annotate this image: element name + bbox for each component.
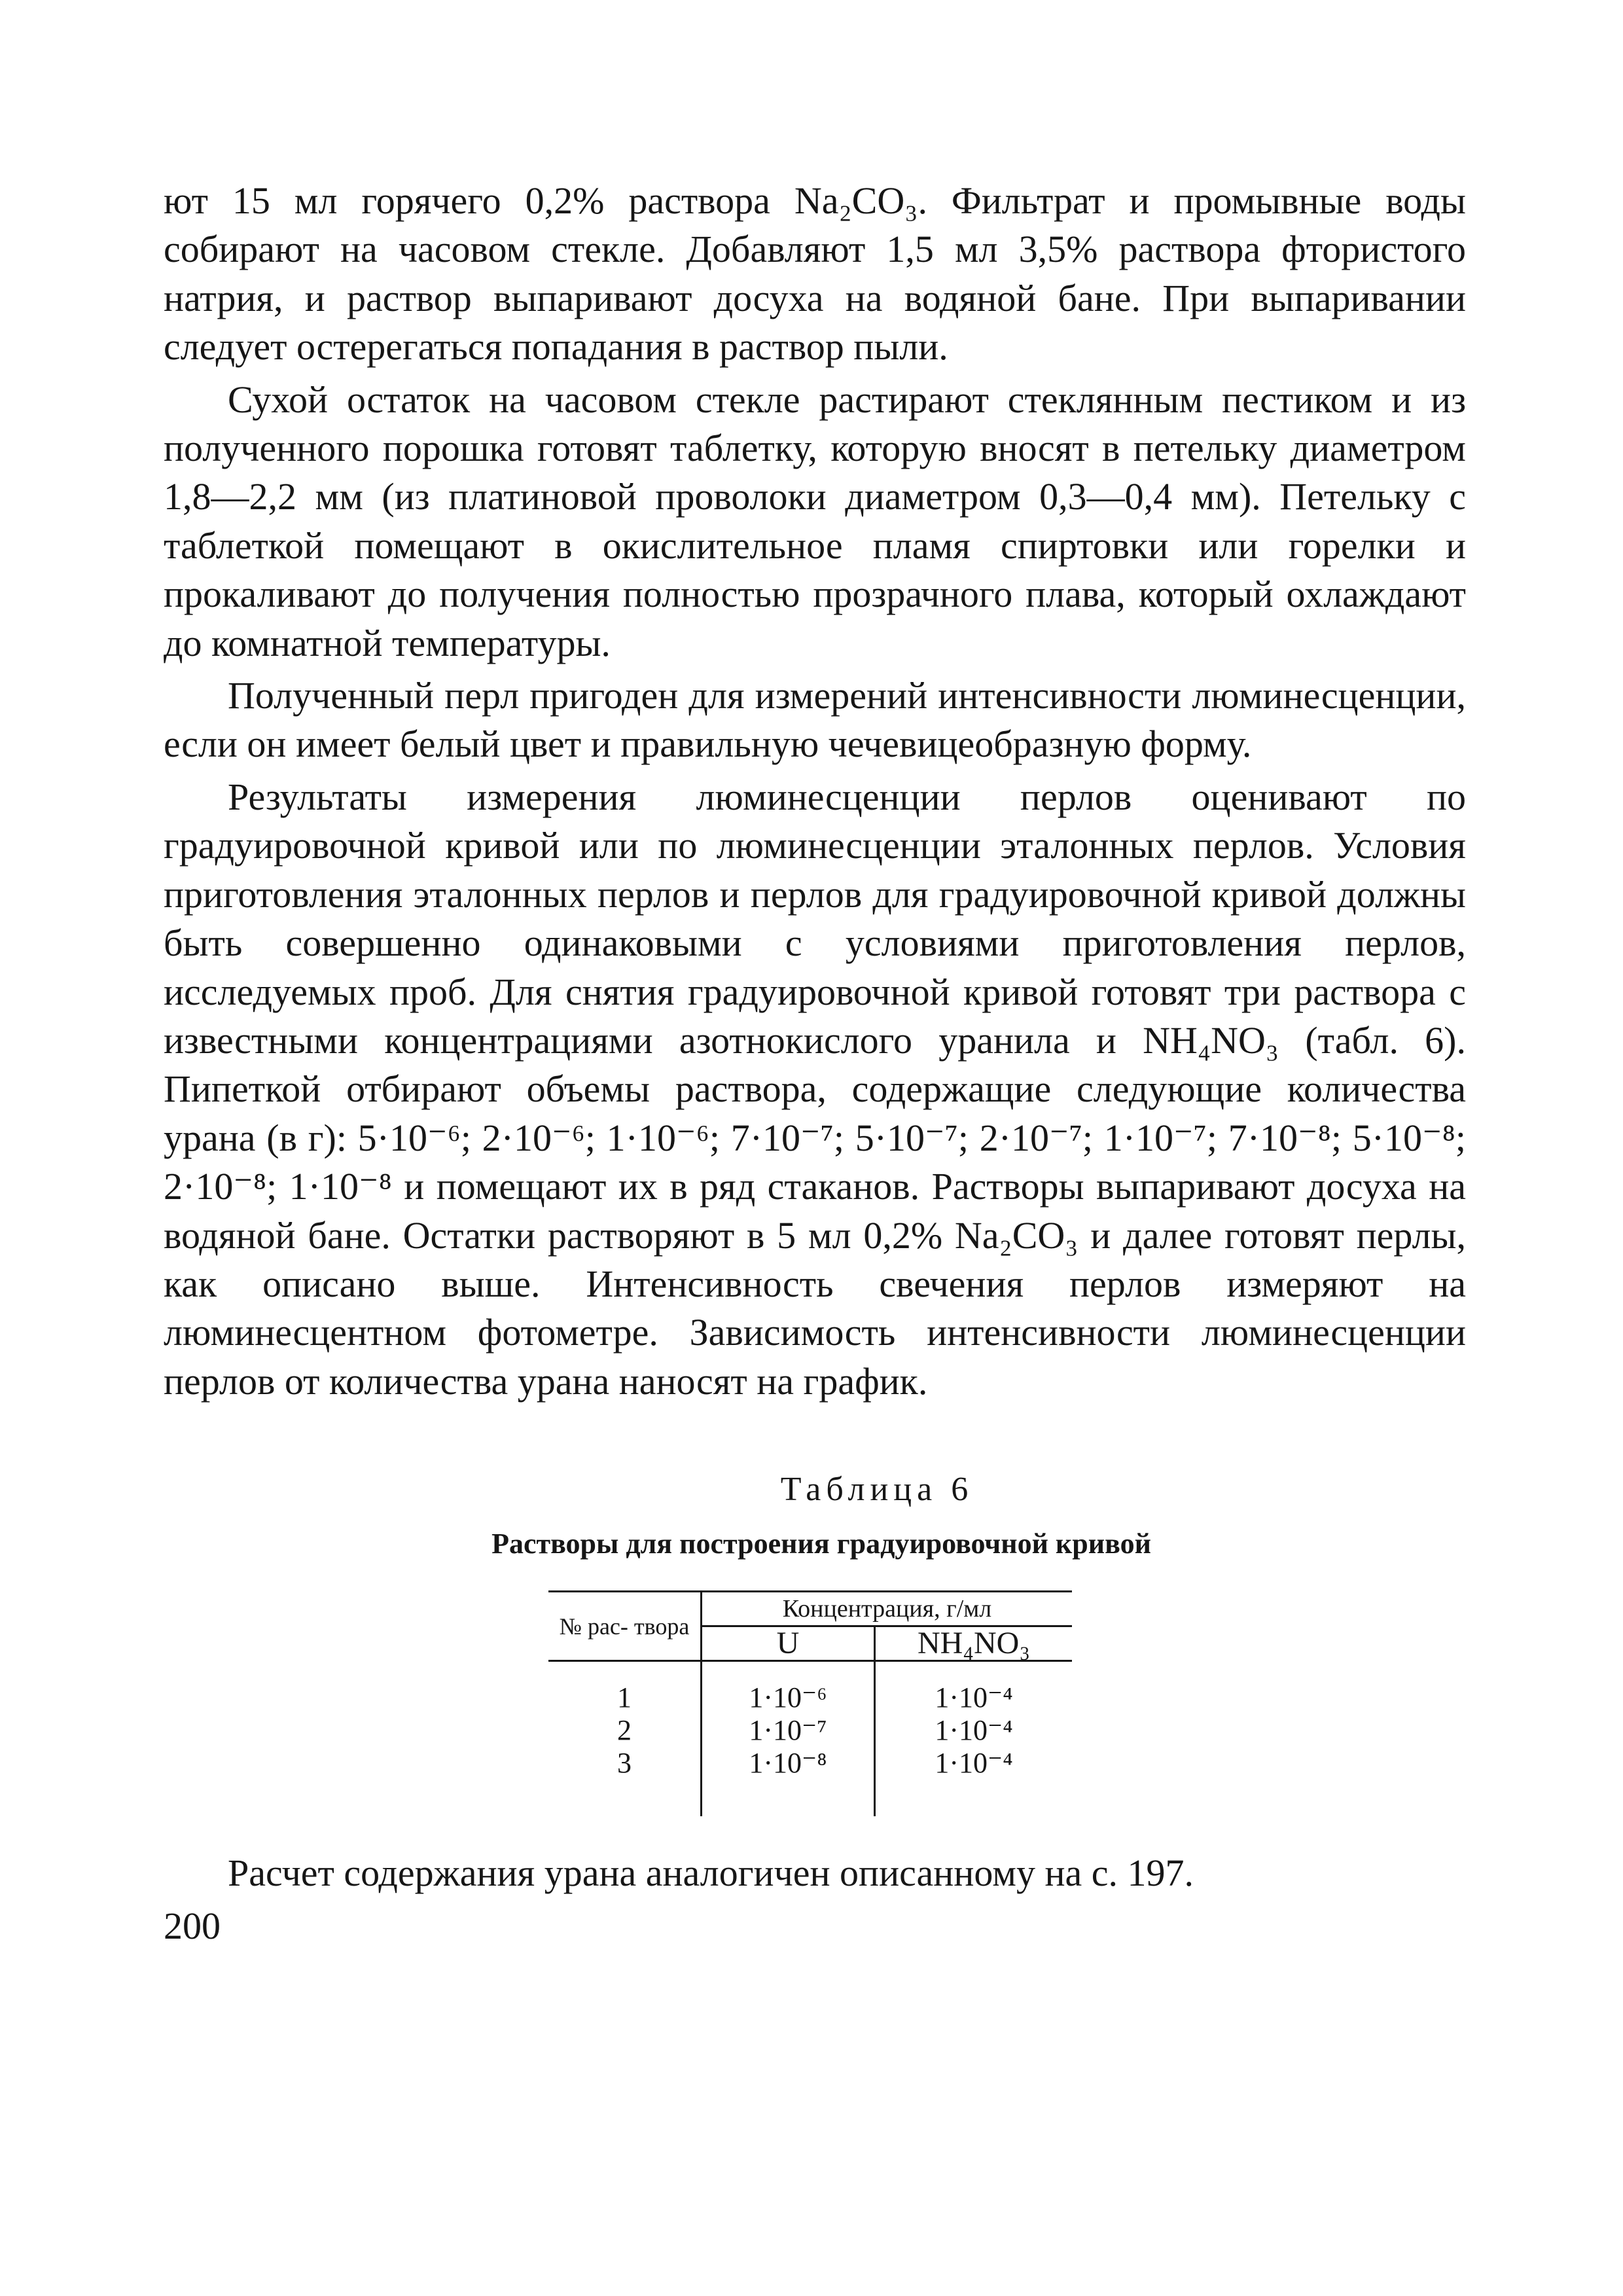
calibration-table (548, 1590, 1072, 1816)
header-solution-number: № рас- твора (548, 1592, 702, 1661)
table-row (548, 1714, 1072, 1747)
cell-solution-number: 1 (548, 1661, 702, 1715)
header-ammonium-nitrate: NH₄NO₃ (875, 1626, 1073, 1661)
table-header-row (548, 1592, 1072, 1626)
header-uranium: U (702, 1626, 875, 1661)
document-page (164, 177, 1466, 1950)
table-number: Таблица 6 (780, 1471, 974, 1509)
table-row (548, 1661, 1072, 1715)
paragraph-2: Сухой остаток на часовом стекле растирают стеклянным пестиком и из полученного порошка готовят таблетку, которую вносят в петельку диаметром 1,8—2,2 мм (из платиновой проволоки диаметром 0,3—0,4 мм). Петельку с таблеткой помещают в окислительное пламя спиртовки или горелки и прокаливают до получения полностью прозрачного плава, который охлаждают до комнатной температуры. (164, 378, 1466, 664)
cell-uranium: 1·10⁻⁶ (702, 1661, 875, 1715)
cell-solution-number: 2 (548, 1714, 702, 1747)
table-row (548, 1747, 1072, 1816)
paragraph-5: Расчет содержания урана аналогичен описанному на с. 197. (228, 1852, 1194, 1895)
cell-ammonium-nitrate: 1·10⁻⁴ (935, 1681, 1013, 1714)
table-title: Растворы для построения градуировочной кривой (491, 1528, 1151, 1560)
cell-ammonium-nitrate: 1·10⁻⁴ (935, 1747, 1013, 1780)
paragraph-1: ют 15 мл горячего 0,2% раствора Na₂CO₃. Фильтрат и промывные воды собирают на часовом стекле. Добавляют 1,5 мл 3,5% раствора фтористого натрия, и раствор выпаривают досуха на водяной бане. При выпаривании следует остерегаться попадания в раствор пыли. (164, 179, 1466, 368)
paragraph-3: Полученный перл пригоден для измерений интенсивности люминесценции, если он имеет белый цвет и правильную чечевицеобразную форму. (164, 674, 1466, 766)
header-concentration: Концентрация, г/мл (702, 1592, 1073, 1626)
page-number: 200 (164, 1904, 221, 1947)
paragraph-4: Результаты измерения люминесценции перлов оценивают по градуировочной кривой или по люминесценции эталонных перлов. Условия приготовления эталонных перлов и перлов для градуировочной кривой должны быть совершенно одинаковыми с условиями приготовления перлов, исследуемых проб. Для снятия градуировочной кривой готовят три раствора с известными концентрациями азотнокислого уранила и NH₄NO₃ (табл. 6). Пипеткой отбирают объемы раствора, содержащие следующие количества урана (в г): 5·10⁻⁶; 2·10⁻⁶; 1·10⁻⁶; 7·10⁻⁷; 5·10⁻⁷; 2·10⁻⁷; 1·10⁻⁷; 7·10⁻⁸; 5·10⁻⁸; 2·10⁻⁸; 1·10⁻⁸ и помещают их в ряд стаканов. Растворы выпаривают досуха на водяной бане. Остатки растворяют в 5 мл 0,2% Na₂CO₃ и далее готовят перлы, как описано выше. Интенсивность свечения перлов измеряют на люминесцентном фотометре. Зависимость интенсивности люминесценции перлов от количества урана наносят на график. (164, 775, 1466, 1403)
cell-uranium: 1·10⁻⁷ (702, 1714, 875, 1747)
cell-uranium: 1·10⁻⁸ (702, 1747, 875, 1816)
cell-ammonium-nitrate: 1·10⁻⁴ (935, 1714, 1013, 1747)
cell-solution-number: 3 (548, 1747, 702, 1816)
